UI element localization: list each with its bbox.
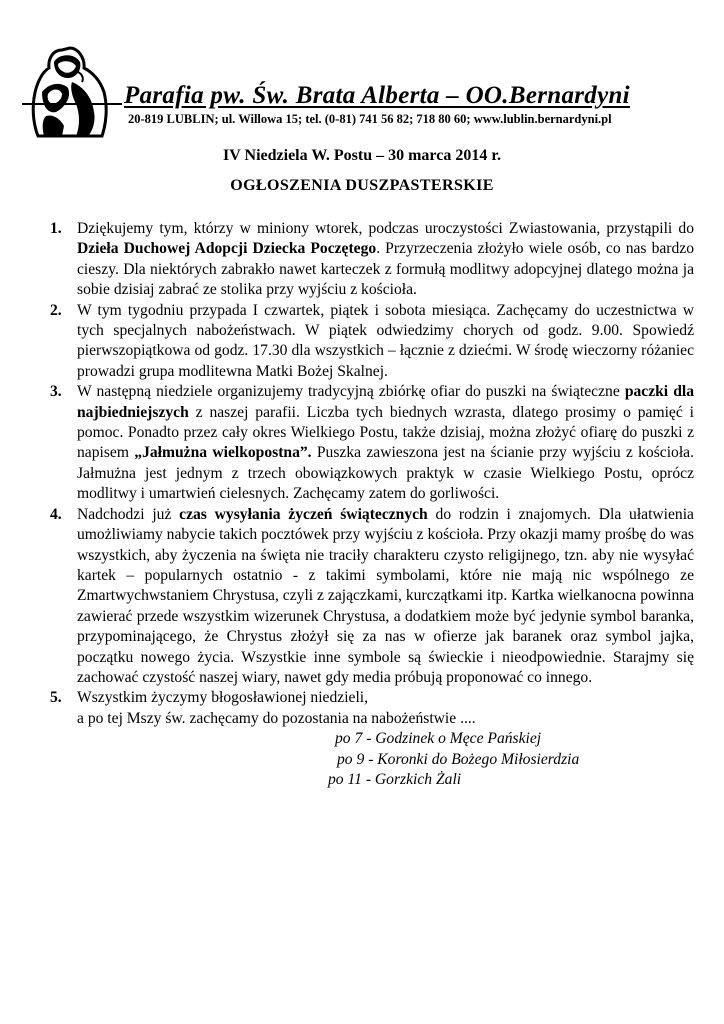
announcement-item-4 (50, 505, 694, 689)
item-text-part: Dziękujemy tym, którzy w miniony wtorek, podczas uroczystości Zwiastowania, przystąpili do (77, 220, 694, 237)
item-text: W tym tygodniu przypada I czwartek, piątek i sobota miesiąca. Zachęcamy do uczestnictwa w tych specjalnych nabożeństwach. W piątek odwiedzimy chorych od godz. 9.00. Spowiedź pierwszopiątkowa od godz. 17.30 dla wszystkich – łącznie z dziećmi. W środę wieczorny różaniec prowadzi grupa modlitewna Matki Bożej Skalnej. (77, 301, 694, 380)
schedule-line: po 11 - Gorzkich Żali (328, 770, 462, 788)
announcement-item-1 (50, 219, 694, 301)
item-text-part: z naszej parafii. Liczba tych biednych wzrasta, dlatego prosimy o pamięć i pomoc. Ponadto przez cały okres Wielkiego Postu, także dzisiaj, można złożyć ofiarę do puszki z napisem (77, 403, 694, 462)
item-text: Wszystkim życzymy błogosławionej niedzieli, (77, 689, 369, 707)
item-text (77, 505, 694, 689)
item-text-bold: Dzieła Duchowej Adopcji Dziecka Poczętego (77, 240, 377, 258)
announcement-item-5 (50, 688, 694, 708)
item-text-part: . Przyrzeczenia złożyło wiele osób, co nas bardzo cieszy. Dla niektórych zabrakło nawet karteczek z formułą modlitwy adopcyjnej dlatego można ja sobie dzisiaj zabrać ze stolika przy wyjściu z kościoła. (77, 240, 695, 299)
sunday-date-line: IV Niedziela W. Postu – 30 marca 2014 r. (223, 147, 501, 164)
item-text-part: Puszka zawieszona jest na ścianie przy wyjściu z kościoła. Jałmużna jest jednym z trzech obowiązkowych praktyk w czasie Wielkiego Postu, oprócz modlitwy i umartwień cielesnych. Zachęcamy zatem do gorliwości. (77, 444, 695, 503)
item-number: 3. (50, 383, 62, 401)
document-heading: OGŁOSZENIA DUSZPASTERSKIE (230, 177, 494, 194)
item-text (77, 219, 694, 301)
schedule-line: po 9 - Koronki do Bożego Miłosierdzia (337, 750, 580, 768)
announcement-item-3 (50, 382, 694, 504)
parish-title: Parafia pw. Św. Brata Alberta – OO.Bernardyni (124, 82, 630, 109)
item-number: 1. (50, 220, 62, 237)
item-number: 4. (50, 505, 62, 523)
item-5-continuation: a po tej Mszy św. zachęcamy do pozostania na nabożeństwie .... (77, 709, 476, 727)
item-text-bold: paczki dla najbiedniejszych (77, 383, 694, 421)
parish-address: 20-819 LUBLIN; ul. Willowa 15; tel. (0-81) 741 56 82; 718 80 60; www.lublin.bernardyni.pl (128, 112, 612, 126)
item-text-part: do rodzin i znajomych. Dla ułatwienia umożliwiamy nabycie takich pocztówek przy wyjściu z kościoła. Przy okazji mamy prośbę do was wszystkich, aby życzenia na święta nie traciły charakteru czysto religijnego, tzn. aby nie wysyłać kartek – popularnych ostatnio - z takimi symbolami, które nie mają nic wspólnego ze Zmartwychwstaniem Chrystusa, czyli z zajączkami, kurczątkami itp. Kartka wielkanocna powinna zawierać przede wszystkim wizerunek Chrystusa, a dodatkiem może być jedynie symbol baranka, przypominającego, że Chrystus złożył się za nas w ofierze jak baranek oraz symbol jajka, początku nowego życia. Wszystkie inne symbole są świeckie i nieodpowiednie. Starajmy się zachować czystość naszej wiary, nawet gdy media próbują proponować co innego. (77, 505, 694, 686)
item-text-bold: „Jałmużna wielkopostna”. (134, 444, 312, 462)
franciscan-friar-logo-icon (22, 42, 122, 138)
item-text-bold: czas wysyłania życzeń świątecznych (179, 505, 428, 523)
item-text (77, 382, 694, 504)
item-number: 2. (50, 301, 62, 319)
header-rule (22, 103, 122, 105)
schedule-line: po 7 - Godzinek o Męce Pańskiej (335, 730, 542, 748)
item-text-part: Nadchodzi już (77, 505, 180, 523)
announcements-list (50, 219, 694, 790)
item-number: 5. (50, 689, 62, 707)
item-text-part: W następną niedziele organizujemy tradycyjną zbiórkę ofiar do puszki na świąteczne (77, 383, 625, 401)
announcement-item-2 (50, 301, 694, 383)
